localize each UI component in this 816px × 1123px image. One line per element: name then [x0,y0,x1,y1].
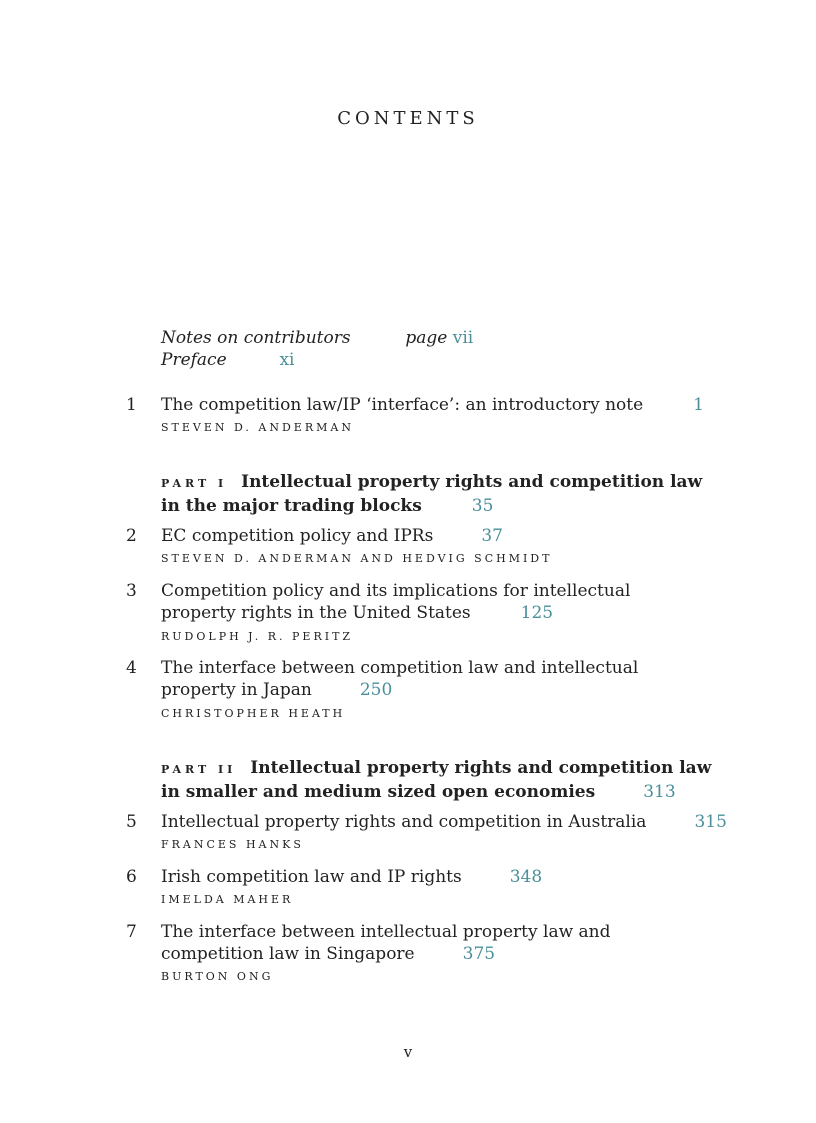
chapter-author: FRANCES HANKS [161,838,304,851]
chapter-number: 3 [126,581,137,601]
page-prefix: page [405,328,448,348]
chapter-title-line: Competition policy and its implications for intellectual [161,581,631,601]
part-title-line: in smaller and medium sized open economies [161,782,596,802]
chapter-author: STEVEN D. ANDERMAN [161,421,354,434]
page-number: xi [279,350,295,370]
chapter-author: BURTON ONG [161,970,274,983]
chapter-title [161,657,638,701]
chapter-author: CHRISTOPHER HEATH [161,707,346,720]
chapter-title [161,866,542,888]
chapter-title-line: competition law in Singapore [161,944,415,964]
part-title-line: in the major trading blocks [161,496,422,516]
part-title-line: Intellectual property rights and competition law [241,472,703,492]
part-title-line: Intellectual property rights and competition law [250,758,712,778]
page-folio: v [403,1043,413,1061]
chapter-title-line: Intellectual property rights and competition in Australia [161,812,647,832]
toc-part-1[interactable] [161,471,702,517]
chapter-title [161,525,503,547]
chapter-number: 7 [126,922,137,942]
toc-part-2[interactable] [161,757,711,803]
entry-title: Preface [161,350,227,370]
page-title: CONTENTS [337,108,479,129]
entry-title: Notes on contributors [161,328,351,348]
part-label: PART II [161,763,237,776]
page-number: 250 [359,680,393,700]
part-label: PART I [161,477,228,490]
page-number: vii [452,328,474,348]
chapter-number: 2 [126,526,137,546]
chapter-author: IMELDA MAHER [161,893,294,906]
page-number: 375 [462,944,496,964]
page-number: 315 [694,812,727,832]
page-number: 37 [481,526,503,546]
chapter-title-line: The interface between competition law and intellectual [161,658,639,678]
chapter-title-line: property rights in the United States [161,603,471,623]
chapter-number: 6 [126,867,137,887]
chapter-title-line: The interface between intellectual property law and [161,922,611,942]
page-number: 1 [693,395,704,415]
chapter-number: 1 [126,395,137,415]
chapter-title [161,811,727,833]
page-number: 35 [471,496,494,516]
chapter-title-line: Irish competition law and IP rights [161,867,462,887]
chapter-author: STEVEN D. ANDERMAN AND HEDVIG SCHMIDT [161,552,553,565]
chapter-title [161,580,630,624]
page-number: 125 [520,603,554,623]
toc-entry-preface[interactable] [161,350,294,370]
chapter-number: 4 [126,658,137,678]
page-number: 348 [509,867,543,887]
chapter-title-line: The competition law/IP ‘interface’: an introductory note [161,395,644,415]
chapter-title [161,921,611,965]
toc-entry-contributors[interactable] [161,328,473,348]
page-number: 313 [643,782,676,802]
chapter-author: RUDOLPH J. R. PERITZ [161,630,354,643]
chapter-title-line: property in Japan [161,680,312,700]
chapter-title [161,394,704,416]
chapter-title-line: EC competition policy and IPRs [161,526,434,546]
chapter-number: 5 [126,812,137,832]
